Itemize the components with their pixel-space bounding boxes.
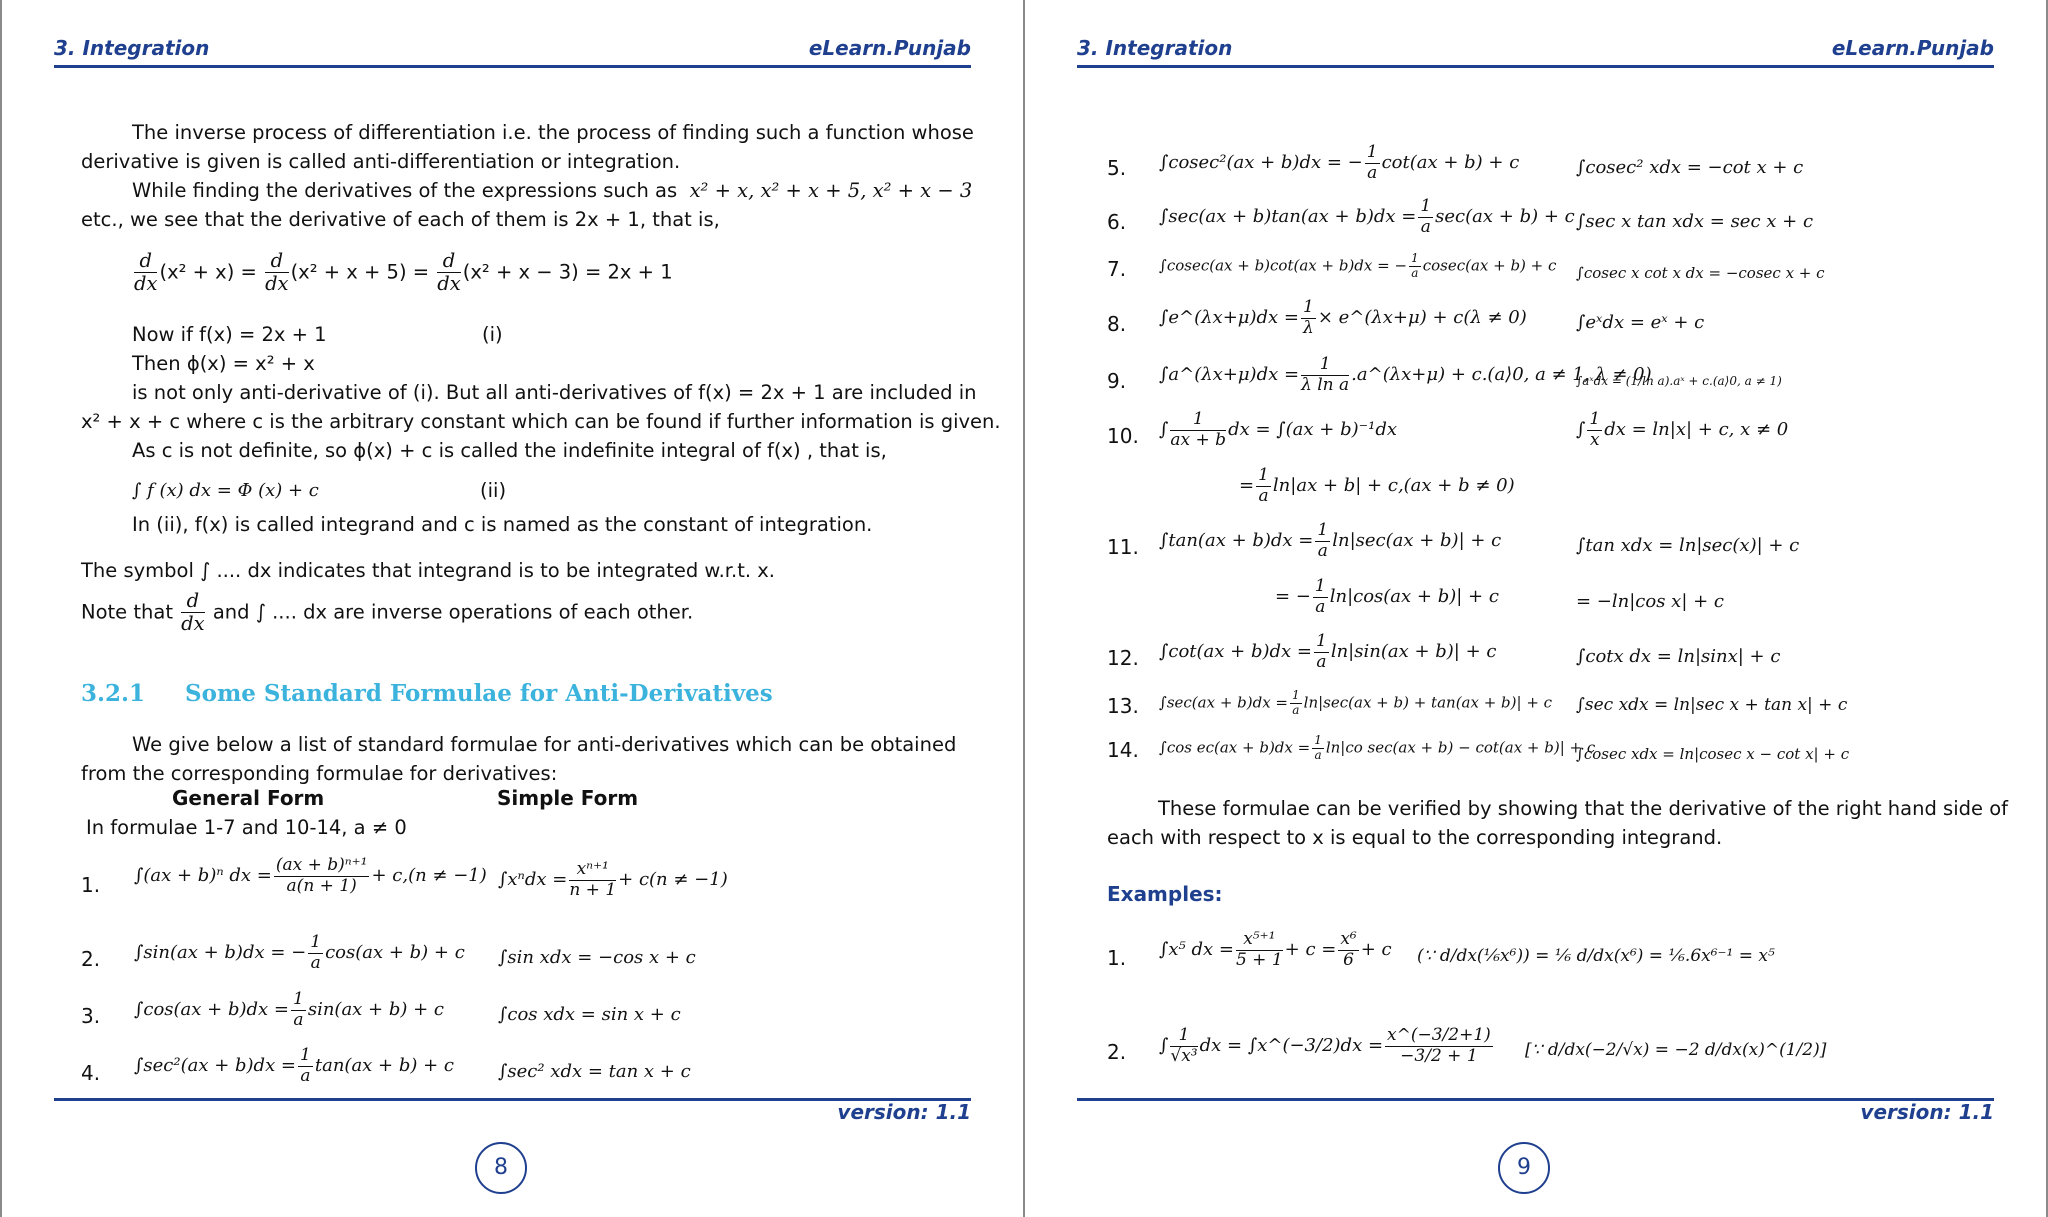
formula-general: ∫cos(ax + b)dx = $\frac{1}{a}$ sin(ax + b) + c (134, 989, 444, 1030)
formula-general: ∫sec(ax + b)tan(ax + b)dx = $\frac{1}{a}$ sec(ax + b) + c (1159, 196, 1575, 237)
formula-simple: ∫eˣdx = eˣ + c (1576, 312, 1705, 333)
formula-number: 8. (1107, 312, 1127, 336)
formula-general: ∫a^(λx+μ)dx = $\frac{1}{\text{λ ln a}}$ .a^(λx+μ) + c.(a⟩0, a ≠ 1, λ ≠ 0) (1159, 354, 1652, 395)
formula-general: ∫sin(ax + b)dx = − $\frac{1}{a}$ cos(ax + b) + c (134, 932, 465, 973)
version-label: version: 1.1 (837, 1100, 971, 1124)
paragraph-line: Now if f(x) = 2x + 1 (132, 323, 327, 346)
paragraph-line: These formulae can be verified by showing that the derivative of the right hand side of (1158, 797, 2009, 820)
version-label: version: 1.1 (1860, 1100, 1994, 1124)
formula-general: ∫cot(ax + b)dx = $\frac{1}{a}$ ln|sin(ax + b)| + c (1159, 631, 1497, 672)
chapter-title: 3. Integration (1077, 36, 1233, 60)
paragraph-line: is not only anti-derivative of (i). But all anti-derivatives of f(x) = 2x + 1 are included in (132, 381, 977, 404)
formula-simple: ∫cotx dx = ln|sinx| + c (1576, 646, 1781, 667)
formula-simple: ∫aˣdx = (1/ln a).aˣ + c.(a⟩0, a ≠ 1) (1576, 374, 1782, 388)
examples-heading: Examples: (1107, 882, 1223, 906)
paragraph-line: The symbol ∫ .... dx indicates that integrand is to be integrated w.r.t. x. (81, 559, 775, 582)
formula-number: 4. (81, 1061, 101, 1085)
example-check: (∵ d/dx(⅙x⁶)) = ⅙ d/dx(x⁶) = ⅙.6x⁶⁻¹ = x⁵ (1417, 946, 1775, 966)
footer-rule (1077, 1098, 1994, 1101)
example-number: 1. (1107, 946, 1127, 970)
paragraph-line: etc., we see that the derivative of each of them is 2x + 1, that is, (81, 208, 720, 231)
formula-general: ∫tan(ax + b)dx = $\frac{1}{a}$ ln|sec(ax + b)| + c (1159, 520, 1502, 561)
section-title: Some Standard Formulae for Anti-Derivatives (185, 680, 773, 707)
paragraph-line: x² + x + c where c is the arbitrary constant which can be found if further information is given. (81, 410, 1001, 433)
integral-equation: ∫ f (x) dx = Φ (x) + c (132, 480, 319, 501)
formula-simple: ∫cosec² xdx = −cot x + c (1576, 157, 1804, 178)
derivative-equation: $\frac{d}{dx}$ (x² + x) = $\frac{d}{dx}$ (x² + x + 5) = $\frac{d}{dx}$ (x² + x − 3) = 2x + 1 (134, 249, 673, 296)
formula-simple: ∫xⁿdx = $\frac{\text{xⁿ⁺¹}}{n + 1}$ + c(n ≠ −1) (498, 859, 728, 900)
formula-simple: ∫cosec x cot x dx = −cosec x + c (1576, 264, 1825, 282)
formula-number: 10. (1107, 424, 1139, 448)
formula-number: 14. (1107, 738, 1139, 762)
publisher-name: eLearn.Punjab (1831, 36, 1994, 60)
formula-simple: ∫sec x tan xdx = sec x + c (1576, 211, 1814, 232)
formula-simple: ∫cos xdx = sin x + c (498, 1004, 681, 1025)
formula-general: ∫e^(λx+μ)dx = $\frac{1}{\lambda}$ × e^(λx+μ) + c(λ ≠ 0) (1159, 297, 1527, 338)
paragraph-line: Note that $\frac{d}{dx}$ and ∫ .... dx are inverse operations of each other. (81, 589, 694, 636)
paragraph-line: each with respect to x is equal to the corresponding integrand. (1107, 826, 1723, 849)
paragraph-line: As c is not definite, so ϕ(x) + c is called the indefinite integral of f(x) , that is, (132, 439, 887, 462)
example-check: [∵ d/dx(−2/√x) = −2 d/dx(x)^(1/2)] (1525, 1040, 1827, 1060)
formula-number: 9. (1107, 369, 1127, 393)
page-header (54, 36, 971, 68)
formula-number: 5. (1107, 156, 1127, 180)
formula-simple: ∫sec xdx = ln|sec x + tan x| + c (1576, 695, 1848, 715)
paragraph-line: We give below a list of standard formulae for anti-derivatives which can be obtained (132, 733, 957, 756)
page-number-badge: 8 (475, 1142, 527, 1194)
formula-number: 12. (1107, 646, 1139, 670)
column-header-general: General Form (172, 786, 325, 810)
formula-number: 3. (81, 1004, 101, 1028)
formula-general: ∫sec(ax + b)dx = $\frac{1}{a}$ ln|sec(ax + b) + tan(ax + b)| + c (1159, 688, 1553, 717)
paragraph-line: from the corresponding formulae for derivatives: (81, 762, 558, 785)
equation-label: (ii) (480, 479, 507, 502)
paragraph-line: While finding the derivatives of the expressions such as x² + x, x² + x + 5, x² + x − 3 (132, 179, 973, 202)
formula-number: 6. (1107, 210, 1127, 234)
formula-simple: ∫sin xdx = −cos x + c (498, 947, 696, 968)
formula-general-continued: = $\frac{1}{a}$ ln|ax + b| + c,(ax + b ≠ 0) (1239, 465, 1515, 506)
paragraph-line: In (ii), f(x) is called integrand and c is named as the constant of integration. (132, 513, 873, 536)
publisher-name: eLearn.Punjab (808, 36, 971, 60)
column-header-simple: Simple Form (497, 786, 639, 810)
formula-number: 11. (1107, 535, 1139, 559)
formula-simple: ∫ $\frac{1}{x}$ dx = ln|x| + c, x ≠ 0 (1576, 409, 1789, 450)
formula-general: ∫cosec(ax + b)cot(ax + b)dx = − $\frac{1}{a}$ cosec(ax + b) + c (1159, 251, 1557, 280)
paragraph-line: The inverse process of differentiation i.e. the process of finding such a function whose (132, 121, 974, 144)
page-header (1077, 36, 1994, 68)
formula-simple: ∫tan xdx = ln|sec(x)| + c (1576, 535, 1800, 556)
formula-number: 2. (81, 947, 101, 971)
paragraph-line: derivative is given is called anti-differentiation or integration. (81, 150, 681, 173)
formula-general-continued: = − $\frac{1}{a}$ ln|cos(ax + b)| + c (1275, 576, 1499, 617)
formula-general: ∫cos ec(ax + b)dx = $\frac{1}{a}$ ln|co sec(ax + b) − cot(ax + b)| + c (1159, 733, 1596, 762)
formula-simple: ∫cosec xdx = ln|cosec x − cot x| + c (1576, 745, 1850, 763)
section-number: 3.2.1 (81, 680, 146, 707)
formula-simple: ∫sec² xdx = tan x + c (498, 1061, 691, 1082)
example-equation: ∫x⁵ dx = $\frac{\text{x⁵⁺¹}}{5 + 1}$ + c = $\frac{\text{x⁶}}{6}$ + c (1159, 929, 1392, 970)
footer-rule (54, 1098, 971, 1101)
formula-simple-continued: = −ln|cos x| + c (1576, 591, 1724, 612)
page-right (1024, 0, 2048, 1217)
formula-general: ∫sec²(ax + b)dx = $\frac{1}{a}$ tan(ax + b) + c (134, 1045, 454, 1086)
example-number: 2. (1107, 1040, 1127, 1064)
formula-number: 13. (1107, 694, 1139, 718)
equation-label: (i) (482, 323, 503, 346)
chapter-title: 3. Integration (54, 36, 210, 60)
formula-general: ∫(ax + b)ⁿ dx = $\frac{\text{(ax + b)ⁿ⁺¹}}{a(n + 1)}$ + c,(n ≠ −1) (134, 855, 487, 896)
formula-number: 1. (81, 873, 101, 897)
formula-general: ∫cosec²(ax + b)dx = − $\frac{1}{a}$ cot(ax + b) + c (1159, 142, 1520, 183)
formula-general: ∫ $\frac{1}{ax + b}$ dx = ∫(ax + b)⁻¹dx (1159, 409, 1398, 450)
formula-note: In formulae 1-7 and 10-14, a ≠ 0 (86, 816, 407, 839)
formula-number: 7. (1107, 257, 1127, 281)
example-equation: ∫ $\frac{1}{\text{√x³}}$ dx = ∫x^(−3/2)dx = $\frac{x\^{}(-3/2+1)}{-3/2 + 1}$ (1159, 1025, 1491, 1066)
paragraph-line: Then ϕ(x) = x² + x (132, 352, 315, 375)
page-number-badge: 9 (1498, 1142, 1550, 1194)
